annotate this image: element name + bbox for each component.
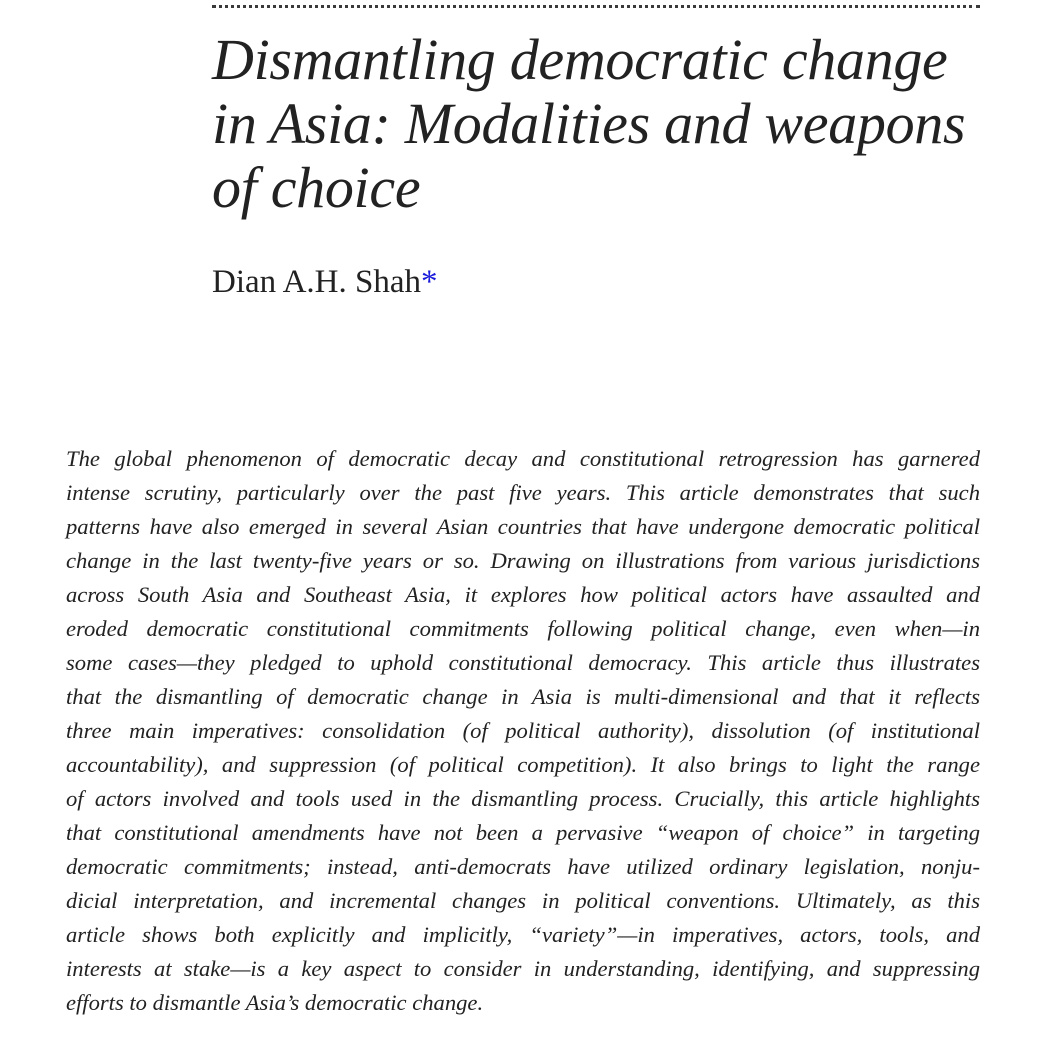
abstract-line: of actors involved and tools used in the dismantling process. Crucially, this article highlights xyxy=(66,786,980,811)
title-line: in Asia: Modalities and weapons xyxy=(212,91,966,156)
abstract-line: interests at stake—is a key aspect to consider in understanding, identifying, and suppressing xyxy=(66,956,980,981)
abstract-line: efforts to dismantle Asia’s democratic change. xyxy=(66,990,484,1015)
author-footnote-link[interactable]: * xyxy=(421,264,438,300)
abstract-line: eroded democratic constitutional commitments following political change, even when—in xyxy=(66,616,980,641)
abstract-line: across South Asia and Southeast Asia, it explores how political actors have assaulted and xyxy=(66,582,980,607)
article-title xyxy=(212,28,1002,220)
title-line: Dismantling democratic change xyxy=(212,27,948,92)
title-line: of choice xyxy=(212,155,421,220)
abstract-line: intense scrutiny, particularly over the past five years. This article demonstrates that such xyxy=(66,480,980,505)
abstract xyxy=(66,442,980,1020)
abstract-line: change in the last twenty-five years or so. Drawing on illustrations from various jurisdictions xyxy=(66,548,980,573)
author-name: Dian A.H. Shah xyxy=(212,264,421,300)
abstract-line: that the dismantling of democratic change in Asia is multi-dimensional and that it reflects xyxy=(66,684,980,709)
abstract-line: patterns have also emerged in several Asian countries that have undergone democratic political xyxy=(66,514,980,539)
abstract-line: three main imperatives: consolidation (of political authority), dissolution (of institutional xyxy=(66,718,980,743)
abstract-line: article shows both explicitly and implicitly, “variety”—in imperatives, actors, tools, and xyxy=(66,922,980,947)
header-dotted-rule xyxy=(212,5,980,8)
abstract-line: that constitutional amendments have not been a pervasive “weapon of choice” in targeting xyxy=(66,820,980,845)
abstract-line: accountability), and suppression (of political competition). It also brings to light the range xyxy=(66,752,980,777)
abstract-line: dicial interpretation, and incremental changes in political conventions. Ultimately, as this xyxy=(66,888,980,913)
abstract-line: The global phenomenon of democratic decay and constitutional retrogression has garnered xyxy=(66,446,980,471)
author-byline xyxy=(212,262,438,302)
abstract-line: some cases—they pledged to uphold constitutional democracy. This article thus illustrates xyxy=(66,650,980,675)
abstract-line: democratic commitments; instead, anti-democrats have utilized ordinary legislation, nonju- xyxy=(66,854,980,879)
